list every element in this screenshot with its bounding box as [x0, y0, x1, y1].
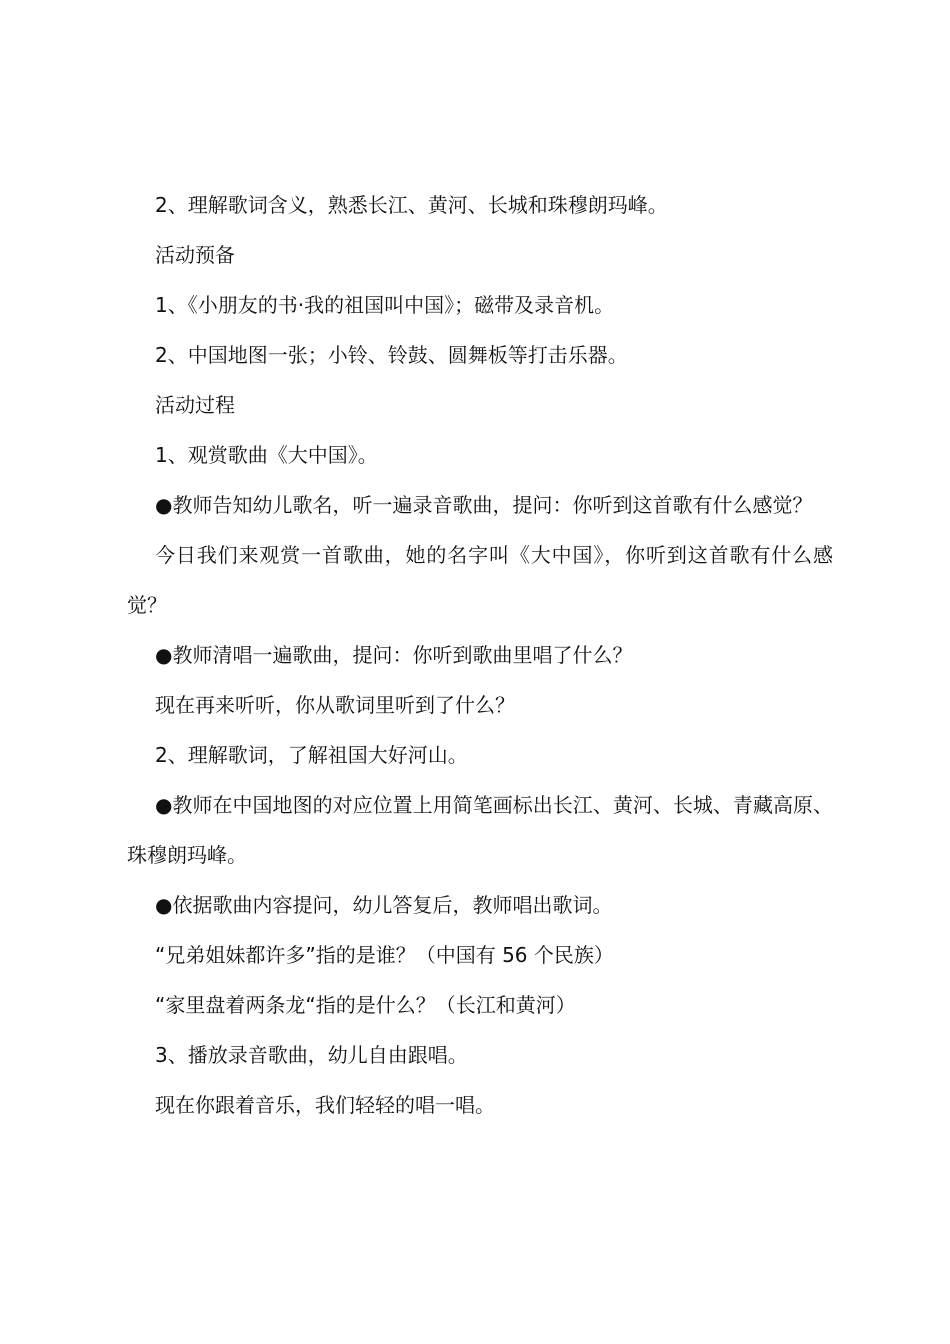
heading-preparation: 活动预备 [155, 243, 235, 267]
heading-process: 活动过程 [155, 393, 235, 417]
paragraph-teacher-script-1: 今日我们来观赏一首歌曲，她的名字叫《大中国》，你听到这首歌有什么感觉？ [127, 543, 833, 617]
paragraph-bullet-2: ●教师清唱一遍歌曲，提问：你听到歌曲里唱了什么？ [155, 643, 633, 667]
paragraph-objective-2: 2、理解歌词含义，熟悉长江、黄河、长城和珠穆朗玛峰。 [155, 193, 668, 217]
paragraph-question-1: “兄弟姐妹都许多”指的是谁？（中国有 56 个民族） [155, 943, 614, 967]
paragraph-prep-1: 1、《小朋友的书·我的祖国叫中国》；磁带及录音机。 [155, 293, 615, 317]
paragraph-bullet-4: ●依据歌曲内容提问，幼儿答复后，教师唱出歌词。 [155, 893, 613, 917]
paragraph-step-3: 3、播放录音歌曲，幼儿自由跟唱。 [155, 1043, 468, 1067]
paragraph-prep-2: 2、中国地图一张；小铃、铃鼓、圆舞板等打击乐器。 [155, 343, 628, 367]
paragraph-question-2: “家里盘着两条龙“指的是什么？（长江和黄河） [155, 993, 576, 1017]
paragraph-teacher-script-2: 现在再来听听，你从歌词里听到了什么？ [155, 693, 515, 717]
paragraph-bullet-1: ●教师告知幼儿歌名，听一遍录音歌曲，提问：你听到这首歌有什么感觉？ [155, 493, 813, 517]
paragraph-bullet-3: ●教师在中国地图的对应位置上用简笔画标出长江、黄河、长城、青藏高原、珠穆朗玛峰。 [127, 793, 833, 867]
document-body [127, 180, 833, 1130]
paragraph-step-2: 2、理解歌词，了解祖国大好河山。 [155, 743, 468, 767]
paragraph-teacher-script-3: 现在你跟着音乐，我们轻轻的唱一唱。 [155, 1093, 495, 1117]
paragraph-step-1: 1、观赏歌曲《大中国》。 [155, 443, 378, 467]
